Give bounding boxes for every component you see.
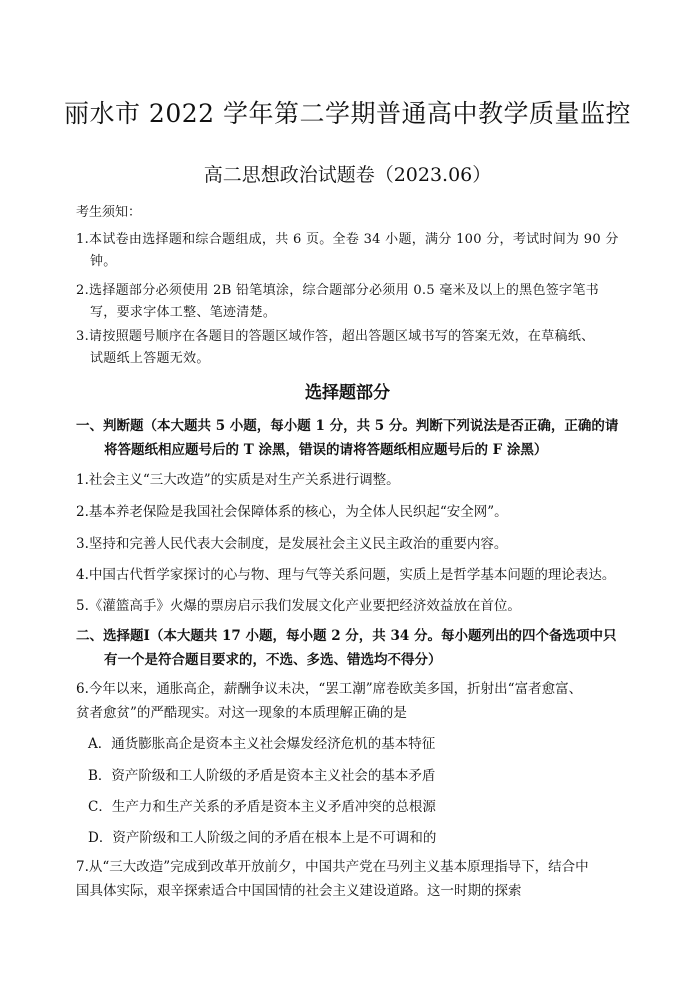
question-line2: 国具体实际，艰辛探索适合中国国情的社会主义建设道路。这一时期的探索 [76,883,522,899]
question: 3.坚持和完善人民代表大会制度，是发展社会主义民主政治的重要内容。 [76,536,508,552]
section-title: 选择题部分 [305,383,390,403]
note-text-continued: 试题纸上答题无效。 [90,351,210,366]
note-item [76,280,636,324]
part-heading [76,414,636,462]
document-subtitle: 高二思想政治试题卷（2023.06） [203,164,492,186]
question-line1: 6.今年以来，通胀高企，薪酬争议未决，“罢工潮”席卷欧美多国，折射出“富者愈富、 [76,681,583,697]
note-text: 选择题部分必须使用 2B 铅笔填涂，综合题部分必须用 0.5 毫米及以上的黑色签字笔书 [89,283,599,298]
option-a: A．通货膨胀高企是资本主义社会爆发经济危机的基本特征 [88,736,436,752]
note-text-continued: 钟。 [90,254,117,269]
question: 2.基本养老保险是我国社会保障体系的核心，为全体人民织起“安全网”。 [76,504,508,520]
note-text: 请按照题号顺序在各题目的答题区域作答，超出答题区域书写的答案无效，在草稿纸、 [89,329,595,344]
question-line1: 7.从“三大改造”完成到改革开放前夕，中国共产党在马列主义基本原理指导下，结合中 [76,859,589,875]
note-number: 3. [76,329,90,344]
question [76,855,636,903]
note-item [76,229,636,273]
question: 5.《灌篮高手》火爆的票房启示我们发展文化产业要把经济效益放在首位。 [76,598,521,614]
note-number: 2. [76,283,90,298]
question: 4.中国古代哲学家探讨的心与物、理与气等关系问题，实质上是哲学基本问题的理论表达。 [76,567,616,583]
part-heading [76,624,636,672]
part-heading-line2: 将答题纸相应题号后的 T 涂黑，错误的请将答题纸相应题号后的 F 涂黑） [104,442,548,458]
question: 1.社会主义“三大改造”的实质是对生产关系进行调整。 [76,472,400,488]
option-c: C．生产力和生产关系的矛盾是资本主义矛盾冲突的总根源 [88,799,436,815]
note-item [76,326,636,370]
question [76,677,636,725]
option-b: B．资产阶级和工人阶级的矛盾是资本主义社会的基本矛盾 [88,768,436,784]
option-d: D．资产阶级和工人阶级之间的矛盾在根本上是不可调和的 [88,830,437,846]
note-number: 1. [76,232,90,247]
note-text-continued: 写，要求字体工整、笔迹清楚。 [90,305,277,320]
part-heading-line2: 有一个是符合题目要求的，不选、多选、错选均不得分） [104,652,442,668]
question-line2: 贫者愈贫”的严酷现实。对这一现象的本质理解正确的是 [76,705,407,721]
note-text: 本试卷由选择题和综合题组成，共 6 页。全卷 34 小题，满分 100 分，考试时间为 90 分 [89,232,619,247]
document-title: 丽水市 2022 学年第二学期普通高中教学质量监控 [63,99,632,128]
part-heading-line1: 二、选择题Ⅰ（本大题共 17 小题，每小题 2 分，共 34 分。每小题列出的四个备选项中只 [76,628,617,644]
notes-heading: 考生须知： [76,205,142,220]
part-heading-line1: 一、判断题（本大题共 5 小题，每小题 1 分，共 5 分。判断下列说法是否正确，正确的请 [76,418,619,434]
